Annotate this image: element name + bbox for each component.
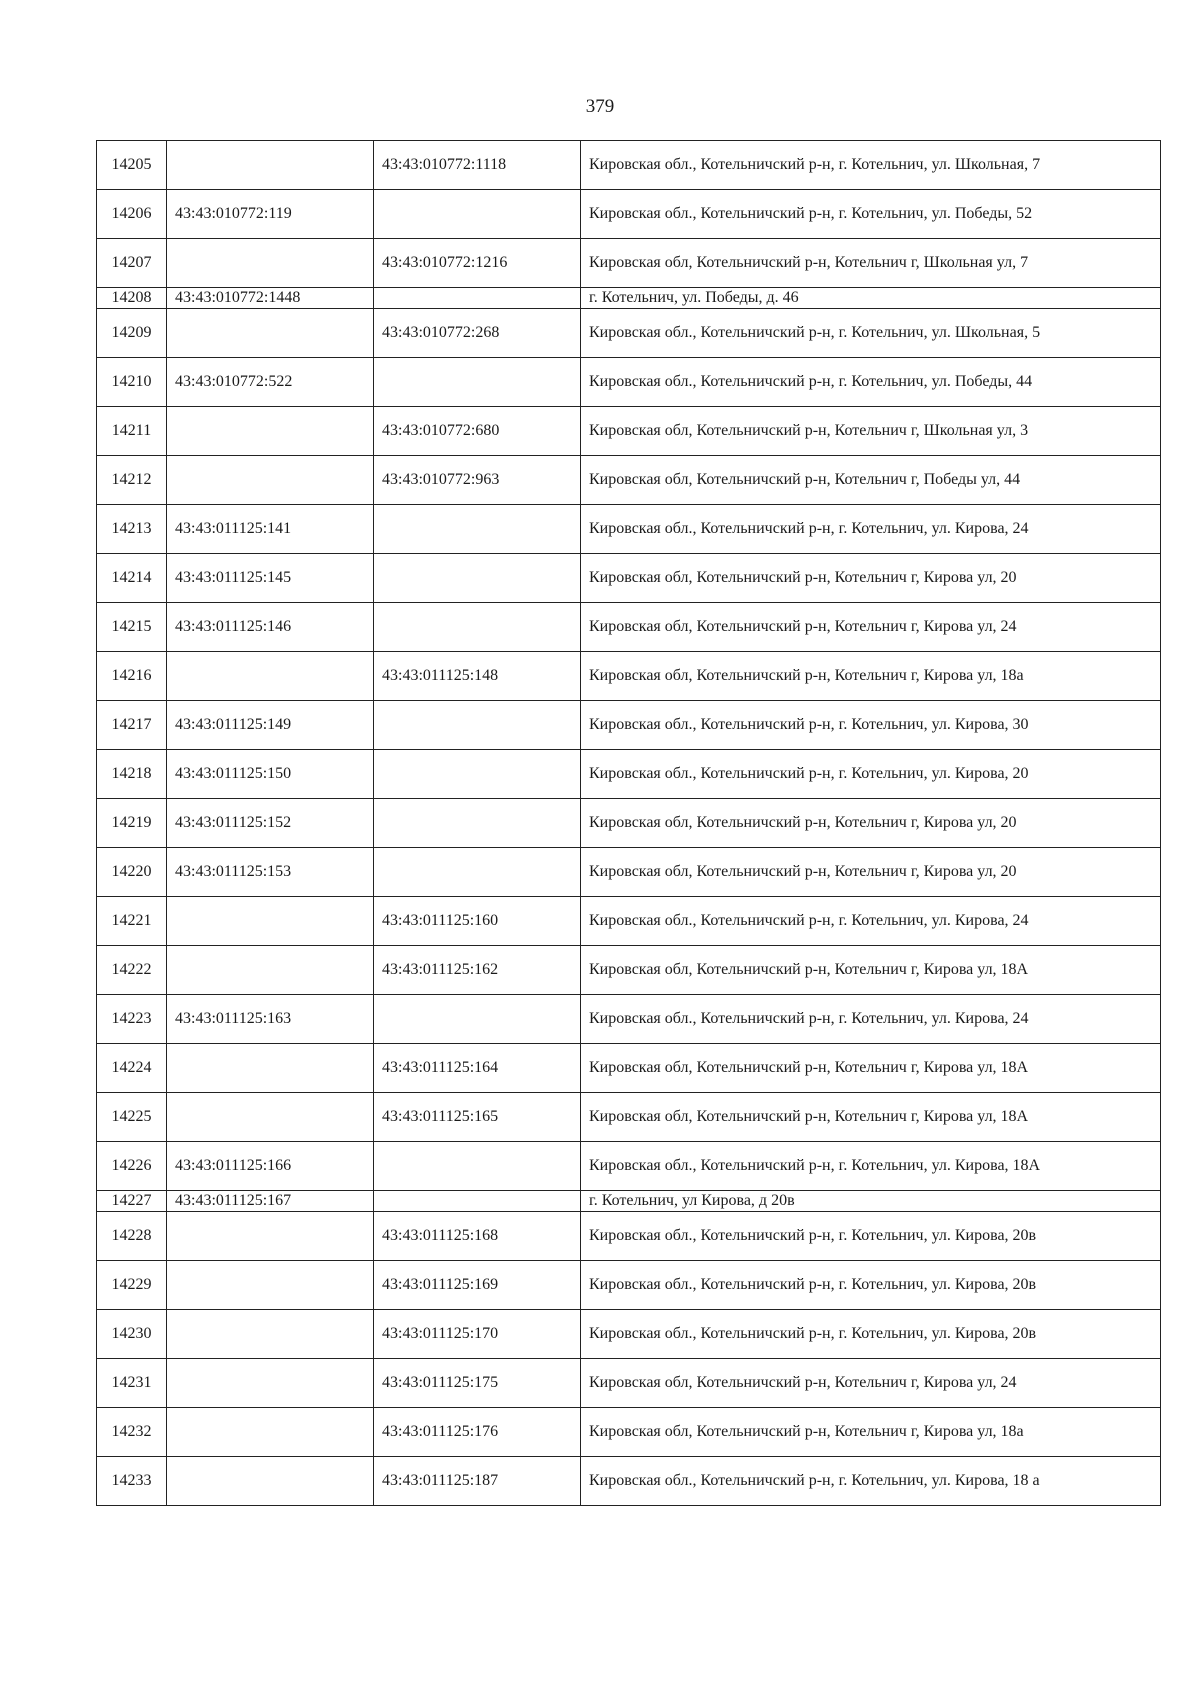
cadastral-number-cell: 43:43:010772:1448 xyxy=(167,288,374,309)
table-row xyxy=(97,1044,1161,1093)
cadastral-number-cell xyxy=(167,652,374,701)
cadastral-number-cell: 43:43:010772:680 xyxy=(374,407,581,456)
table-row xyxy=(97,288,1161,309)
row-number-cell: 14233 xyxy=(97,1457,167,1506)
cadastral-number-cell: 43:43:010772:119 xyxy=(167,190,374,239)
address-cell: Кировская обл, Котельничский р-н, Котельнич г, Кирова ул, 20 xyxy=(581,799,1161,848)
address-cell: Кировская обл., Котельничский р-н, г. Котельнич, ул. Кирова, 18А xyxy=(581,1142,1161,1191)
row-number-cell: 14223 xyxy=(97,995,167,1044)
cadastral-number-cell: 43:43:011125:175 xyxy=(374,1359,581,1408)
table-row xyxy=(97,141,1161,190)
address-cell: Кировская обл, Котельничский р-н, Котельнич г, Кирова ул, 24 xyxy=(581,1359,1161,1408)
row-number-cell: 14226 xyxy=(97,1142,167,1191)
table-row xyxy=(97,1310,1161,1359)
cadastral-number-cell: 43:43:010772:522 xyxy=(167,358,374,407)
row-number-cell: 14206 xyxy=(97,190,167,239)
address-cell: Кировская обл., Котельничский р-н, г. Котельнич, ул. Школьная, 5 xyxy=(581,309,1161,358)
address-cell: Кировская обл, Котельничский р-н, Котельнич г, Кирова ул, 18А xyxy=(581,946,1161,995)
cadastral-number-cell xyxy=(374,799,581,848)
row-number-cell: 14231 xyxy=(97,1359,167,1408)
address-cell: Кировская обл., Котельничский р-н, г. Котельнич, ул. Школьная, 7 xyxy=(581,141,1161,190)
row-number-cell: 14221 xyxy=(97,897,167,946)
row-number-cell: 14224 xyxy=(97,1044,167,1093)
cadastral-number-cell xyxy=(167,1408,374,1457)
cadastral-number-cell xyxy=(167,1212,374,1261)
cadastral-number-cell xyxy=(167,1093,374,1142)
address-cell: г. Котельнич, ул Кирова, д 20в xyxy=(581,1191,1161,1212)
address-cell: Кировская обл., Котельничский р-н, г. Котельнич, ул. Кирова, 24 xyxy=(581,995,1161,1044)
cadastral-number-cell xyxy=(167,141,374,190)
row-number-cell: 14230 xyxy=(97,1310,167,1359)
cadastral-number-cell xyxy=(167,239,374,288)
cadastral-number-cell: 43:43:010772:1216 xyxy=(374,239,581,288)
row-number-cell: 14217 xyxy=(97,701,167,750)
cadastral-number-cell xyxy=(374,1142,581,1191)
address-cell: Кировская обл., Котельничский р-н, г. Котельнич, ул. Кирова, 18 а xyxy=(581,1457,1161,1506)
table-row xyxy=(97,1408,1161,1457)
row-number-cell: 14229 xyxy=(97,1261,167,1310)
table-row xyxy=(97,554,1161,603)
row-number-cell: 14220 xyxy=(97,848,167,897)
cadastral-number-cell xyxy=(374,358,581,407)
cadastral-number-cell: 43:43:011125:170 xyxy=(374,1310,581,1359)
row-number-cell: 14214 xyxy=(97,554,167,603)
cadastral-number-cell: 43:43:010772:1118 xyxy=(374,141,581,190)
row-number-cell: 14213 xyxy=(97,505,167,554)
cadastral-number-cell: 43:43:011125:160 xyxy=(374,897,581,946)
table-row xyxy=(97,190,1161,239)
cadastral-number-cell: 43:43:011125:145 xyxy=(167,554,374,603)
cadastral-number-cell xyxy=(374,848,581,897)
table-row xyxy=(97,358,1161,407)
address-cell: Кировская обл, Котельничский р-н, Котельнич г, Кирова ул, 18А xyxy=(581,1044,1161,1093)
address-cell: Кировская обл., Котельничский р-н, г. Котельнич, ул. Кирова, 24 xyxy=(581,505,1161,554)
cadastral-number-cell: 43:43:011125:152 xyxy=(167,799,374,848)
table-row xyxy=(97,1142,1161,1191)
address-cell: Кировская обл., Котельничский р-н, г. Котельнич, ул. Кирова, 20 xyxy=(581,750,1161,799)
cadastral-number-cell xyxy=(167,946,374,995)
cadastral-number-cell xyxy=(167,1310,374,1359)
table-row xyxy=(97,603,1161,652)
row-number-cell: 14205 xyxy=(97,141,167,190)
cadastral-number-cell xyxy=(374,505,581,554)
row-number-cell: 14225 xyxy=(97,1093,167,1142)
address-cell: Кировская обл., Котельничский р-н, г. Котельнич, ул. Кирова, 20в xyxy=(581,1261,1161,1310)
cadastral-number-cell xyxy=(374,554,581,603)
cadastral-number-cell xyxy=(167,407,374,456)
address-cell: Кировская обл., Котельничский р-н, г. Котельнич, ул. Кирова, 24 xyxy=(581,897,1161,946)
address-cell: Кировская обл., Котельничский р-н, г. Котельнич, ул. Победы, 44 xyxy=(581,358,1161,407)
address-cell: Кировская обл, Котельничский р-н, Котельнич г, Кирова ул, 18а xyxy=(581,1408,1161,1457)
row-number-cell: 14228 xyxy=(97,1212,167,1261)
cadastral-number-cell xyxy=(374,701,581,750)
address-cell: Кировская обл, Котельничский р-н, Котельнич г, Кирова ул, 24 xyxy=(581,603,1161,652)
address-cell: Кировская обл, Котельничский р-н, Котельнич г, Кирова ул, 20 xyxy=(581,554,1161,603)
cadastral-number-cell xyxy=(167,1457,374,1506)
cadastral-number-cell xyxy=(167,1044,374,1093)
row-number-cell: 14219 xyxy=(97,799,167,848)
table-row xyxy=(97,1093,1161,1142)
table-row xyxy=(97,1212,1161,1261)
cadastral-number-cell xyxy=(167,309,374,358)
registry-table-body xyxy=(97,141,1161,1506)
address-cell: Кировская обл, Котельничский р-н, Котельнич г, Школьная ул, 3 xyxy=(581,407,1161,456)
cadastral-number-cell: 43:43:011125:146 xyxy=(167,603,374,652)
row-number-cell: 14211 xyxy=(97,407,167,456)
row-number-cell: 14232 xyxy=(97,1408,167,1457)
cadastral-number-cell: 43:43:011125:163 xyxy=(167,995,374,1044)
table-row xyxy=(97,701,1161,750)
cadastral-number-cell xyxy=(374,603,581,652)
cadastral-number-cell xyxy=(167,1359,374,1408)
cadastral-number-cell: 43:43:011125:187 xyxy=(374,1457,581,1506)
table-row xyxy=(97,1457,1161,1506)
cadastral-number-cell xyxy=(167,1261,374,1310)
cadastral-number-cell: 43:43:011125:166 xyxy=(167,1142,374,1191)
address-cell: Кировская обл, Котельничский р-н, Котельнич г, Победы ул, 44 xyxy=(581,456,1161,505)
row-number-cell: 14222 xyxy=(97,946,167,995)
address-cell: Кировская обл, Котельничский р-н, Котельнич г, Школьная ул, 7 xyxy=(581,239,1161,288)
address-cell: Кировская обл., Котельничский р-н, г. Котельнич, ул. Кирова, 20в xyxy=(581,1212,1161,1261)
cadastral-number-cell: 43:43:011125:164 xyxy=(374,1044,581,1093)
cadastral-number-cell xyxy=(374,1191,581,1212)
page-number: 379 xyxy=(585,96,615,117)
cadastral-number-cell xyxy=(374,995,581,1044)
row-number-cell: 14216 xyxy=(97,652,167,701)
address-cell: Кировская обл, Котельничский р-н, Котельнич г, Кирова ул, 18а xyxy=(581,652,1161,701)
table-row xyxy=(97,505,1161,554)
cadastral-number-cell xyxy=(374,750,581,799)
address-cell: Кировская обл., Котельничский р-н, г. Котельнич, ул. Победы, 52 xyxy=(581,190,1161,239)
row-number-cell: 14218 xyxy=(97,750,167,799)
address-cell: Кировская обл., Котельничский р-н, г. Котельнич, ул. Кирова, 20в xyxy=(581,1310,1161,1359)
table-row xyxy=(97,456,1161,505)
cadastral-number-cell xyxy=(374,190,581,239)
cadastral-number-cell: 43:43:011125:167 xyxy=(167,1191,374,1212)
table-row xyxy=(97,1359,1161,1408)
cadastral-number-cell xyxy=(374,288,581,309)
cadastral-number-cell: 43:43:011125:169 xyxy=(374,1261,581,1310)
address-cell: г. Котельнич, ул. Победы, д. 46 xyxy=(581,288,1161,309)
cadastral-number-cell: 43:43:010772:268 xyxy=(374,309,581,358)
row-number-cell: 14212 xyxy=(97,456,167,505)
table-row xyxy=(97,848,1161,897)
row-number-cell: 14207 xyxy=(97,239,167,288)
table-row xyxy=(97,1261,1161,1310)
address-cell: Кировская обл, Котельничский р-н, Котельнич г, Кирова ул, 18А xyxy=(581,1093,1161,1142)
row-number-cell: 14208 xyxy=(97,288,167,309)
row-number-cell: 14227 xyxy=(97,1191,167,1212)
cadastral-number-cell: 43:43:011125:148 xyxy=(374,652,581,701)
cadastral-number-cell: 43:43:011125:149 xyxy=(167,701,374,750)
cadastral-number-cell xyxy=(167,897,374,946)
cadastral-number-cell: 43:43:011125:150 xyxy=(167,750,374,799)
table-row xyxy=(97,946,1161,995)
table-row xyxy=(97,239,1161,288)
cadastral-number-cell: 43:43:011125:141 xyxy=(167,505,374,554)
address-cell: Кировская обл., Котельничский р-н, г. Котельнич, ул. Кирова, 30 xyxy=(581,701,1161,750)
cadastral-number-cell: 43:43:011125:176 xyxy=(374,1408,581,1457)
cadastral-number-cell: 43:43:011125:153 xyxy=(167,848,374,897)
cadastral-number-cell: 43:43:011125:165 xyxy=(374,1093,581,1142)
table-row xyxy=(97,897,1161,946)
address-cell: Кировская обл, Котельничский р-н, Котельнич г, Кирова ул, 20 xyxy=(581,848,1161,897)
table-row xyxy=(97,1191,1161,1212)
table-row xyxy=(97,407,1161,456)
table-row xyxy=(97,309,1161,358)
table-row xyxy=(97,799,1161,848)
table-row xyxy=(97,750,1161,799)
row-number-cell: 14209 xyxy=(97,309,167,358)
registry-table xyxy=(96,140,1161,1506)
table-row xyxy=(97,652,1161,701)
row-number-cell: 14215 xyxy=(97,603,167,652)
cadastral-number-cell: 43:43:011125:162 xyxy=(374,946,581,995)
cadastral-number-cell xyxy=(167,456,374,505)
cadastral-number-cell: 43:43:011125:168 xyxy=(374,1212,581,1261)
row-number-cell: 14210 xyxy=(97,358,167,407)
table-row xyxy=(97,995,1161,1044)
cadastral-number-cell: 43:43:010772:963 xyxy=(374,456,581,505)
